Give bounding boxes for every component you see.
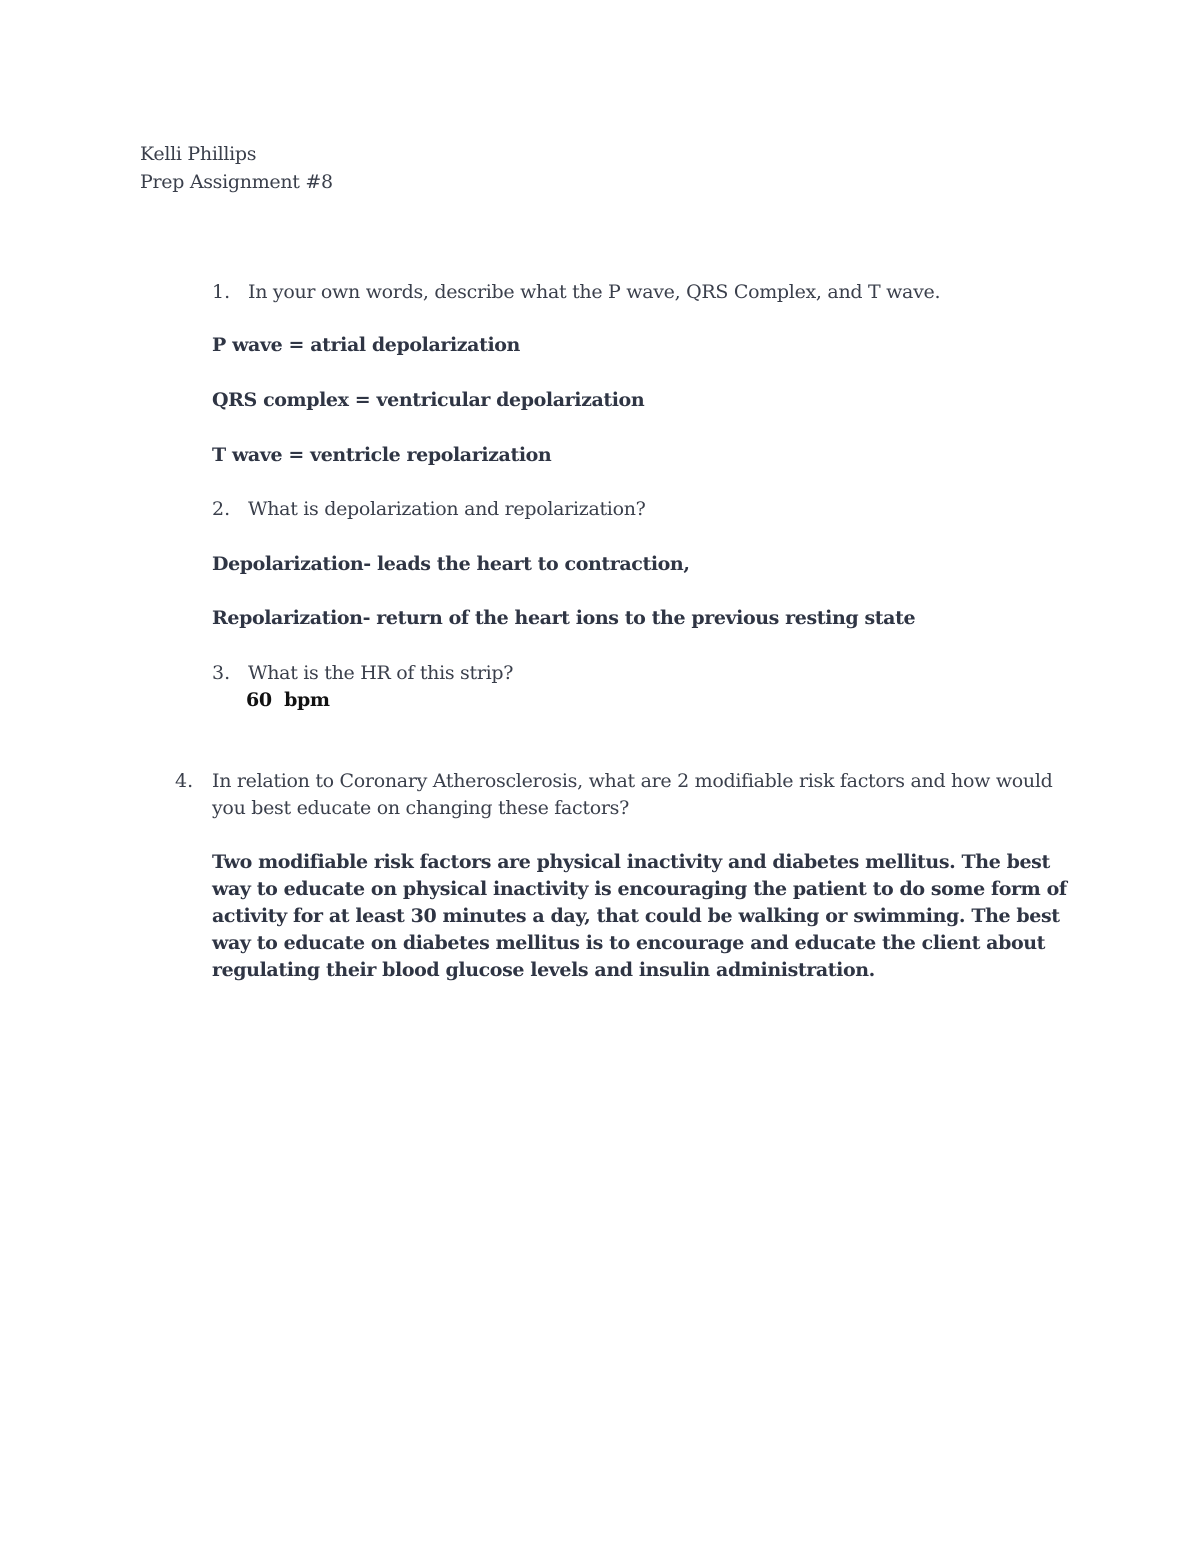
answer-4-line-5: regulating their blood glucose levels and insulin administration. xyxy=(212,959,875,981)
answer-p-wave: P wave = atrial depolarization xyxy=(212,334,520,356)
assignment-title: Prep Assignment #8 xyxy=(140,171,333,193)
answer-4-line-3: activity for at least 30 minutes a day, that could be walking or swimming. The best xyxy=(212,905,1060,927)
answer-depolarization: Depolarization- leads the heart to contraction, xyxy=(212,553,690,575)
answer-repolarization: Repolarization- return of the heart ions to the previous resting state xyxy=(212,607,916,629)
answer-4-line-4: way to educate on diabetes mellitus is to encourage and educate the client about xyxy=(212,932,1046,954)
question-4-number: 4. xyxy=(175,770,194,792)
question-2-number: 2. xyxy=(212,498,231,520)
answer-4-line-1: Two modifiable risk factors are physical inactivity and diabetes mellitus. The best xyxy=(212,851,1050,873)
question-1-number: 1. xyxy=(212,281,231,303)
question-1-prompt: In your own words, describe what the P wave, QRS Complex, and T wave. xyxy=(248,281,941,303)
answer-t-wave: T wave = ventricle repolarization xyxy=(212,444,552,466)
answer-heart-rate: 60 bpm xyxy=(246,689,330,711)
question-4-prompt-line-2: you best educate on changing these factors? xyxy=(212,797,629,819)
answer-4-line-2: way to educate on physical inactivity is encouraging the patient to do some form of xyxy=(212,878,1067,900)
question-3-prompt: What is the HR of this strip? xyxy=(248,662,514,684)
question-2-prompt: What is depolarization and repolarization? xyxy=(248,498,646,520)
answer-qrs-complex: QRS complex = ventricular depolarization xyxy=(212,389,645,411)
question-3-number: 3. xyxy=(212,662,231,684)
author-name: Kelli Phillips xyxy=(140,143,257,165)
question-4-prompt-line-1: In relation to Coronary Atherosclerosis, what are 2 modifiable risk factors and how would xyxy=(212,770,1053,792)
